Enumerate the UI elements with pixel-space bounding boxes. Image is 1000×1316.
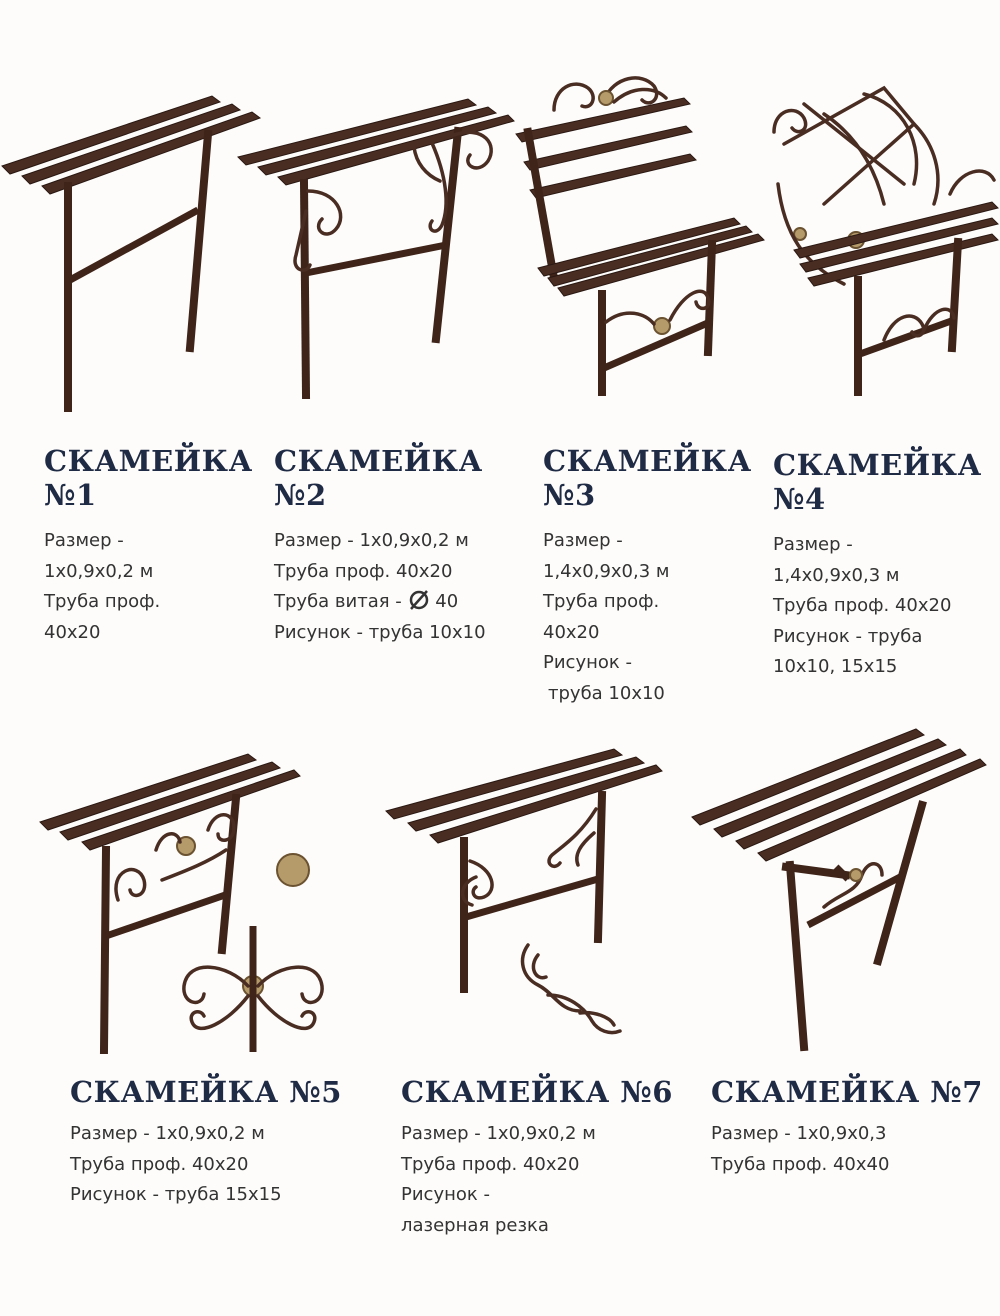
spec-line: Труба проф. 40х20 bbox=[274, 560, 453, 582]
bench-title bbox=[711, 1075, 983, 1109]
spec-line: Труба проф. bbox=[44, 591, 161, 612]
spec-line: 1х0,9х0,2 м bbox=[44, 560, 154, 582]
bench-specs bbox=[543, 526, 752, 709]
bench-title bbox=[773, 448, 982, 516]
bench-4-image bbox=[764, 84, 1000, 404]
spec-line: Труба проф. bbox=[543, 591, 660, 612]
bench-title bbox=[274, 444, 486, 512]
spec-line: лазерная резка bbox=[401, 1214, 549, 1236]
spec-line bbox=[274, 587, 486, 618]
bench-1 bbox=[44, 444, 253, 648]
bench-specs bbox=[773, 530, 982, 683]
bench-specs bbox=[401, 1119, 673, 1241]
spec-line: Рисунок - bbox=[543, 652, 632, 673]
title-line: СКАМЕЙКА №6 bbox=[401, 1075, 673, 1109]
bench-3-image bbox=[514, 72, 770, 402]
title-line: СКАМЕЙКА bbox=[44, 444, 253, 478]
spec-line: Размер - bbox=[773, 534, 853, 555]
bench-specs bbox=[70, 1119, 342, 1211]
title-line: СКАМЕЙКА №7 bbox=[711, 1075, 983, 1109]
bench-title bbox=[543, 444, 752, 512]
bench-title bbox=[70, 1075, 342, 1109]
spec-line: Рисунок - труба bbox=[773, 625, 923, 647]
bench-title bbox=[401, 1075, 673, 1109]
spec-line: 10х10, 15х15 bbox=[773, 656, 898, 677]
spec-line: Труба проф. 40х20 bbox=[773, 595, 952, 616]
title-line: СКАМЕЙКА bbox=[543, 444, 752, 478]
bench-7-image bbox=[690, 725, 990, 1055]
bench-6-image bbox=[384, 745, 664, 1055]
spec-line: Размер - bbox=[543, 530, 623, 551]
title-line: №2 bbox=[274, 478, 327, 512]
spec-line: 40х20 bbox=[543, 621, 600, 643]
spec-line: 1,4х0,9х0,3 м bbox=[773, 564, 900, 586]
title-line: СКАМЕЙКА bbox=[773, 448, 982, 482]
spec-line: Размер - 1х0,9х0,2 м bbox=[274, 530, 469, 551]
bench-2 bbox=[274, 444, 486, 648]
bench-3 bbox=[543, 444, 752, 709]
diameter-icon bbox=[408, 589, 430, 611]
bench-title bbox=[44, 444, 253, 512]
title-line: №4 bbox=[773, 482, 826, 516]
bench-2-image bbox=[236, 95, 516, 425]
title-line: СКАМЕЙКА №5 bbox=[70, 1075, 342, 1109]
spec-line: Труба проф. 40х40 bbox=[711, 1153, 890, 1175]
bench-1-image bbox=[0, 90, 270, 420]
bench-specs bbox=[44, 526, 253, 648]
spec-line: Рисунок - bbox=[401, 1184, 490, 1205]
spec-line: 1,4х0,9х0,3 м bbox=[543, 560, 670, 582]
bench-5 bbox=[70, 1075, 342, 1211]
spec-line: Размер - bbox=[44, 530, 124, 551]
spec-line: Рисунок - труба 10х10 bbox=[274, 621, 486, 643]
spec-line: Труба проф. 40х20 bbox=[401, 1153, 580, 1175]
bench-4 bbox=[773, 448, 982, 683]
spec-label: Труба витая - bbox=[274, 591, 402, 612]
spec-line: Размер - 1х0,9х0,2 м bbox=[401, 1123, 596, 1144]
diameter-value: 40 bbox=[435, 591, 459, 612]
spec-line: Труба проф. 40х20 bbox=[70, 1153, 249, 1175]
title-line: №3 bbox=[543, 478, 596, 512]
spec-line: 40х20 bbox=[44, 621, 101, 643]
bench-specs bbox=[711, 1119, 983, 1180]
bench-7 bbox=[711, 1075, 983, 1180]
title-line: №1 bbox=[44, 478, 97, 512]
spec-line: Рисунок - труба 15х15 bbox=[70, 1184, 282, 1205]
bench-specs bbox=[274, 526, 486, 648]
title-line: СКАМЕЙКА bbox=[274, 444, 483, 478]
bench-5-image bbox=[38, 750, 338, 1060]
bench-6 bbox=[401, 1075, 673, 1241]
spec-line: Размер - 1х0,9х0,3 bbox=[711, 1123, 887, 1144]
spec-line: труба 10х10 bbox=[548, 682, 665, 704]
spec-line: Размер - 1х0,9х0,2 м bbox=[70, 1123, 265, 1144]
